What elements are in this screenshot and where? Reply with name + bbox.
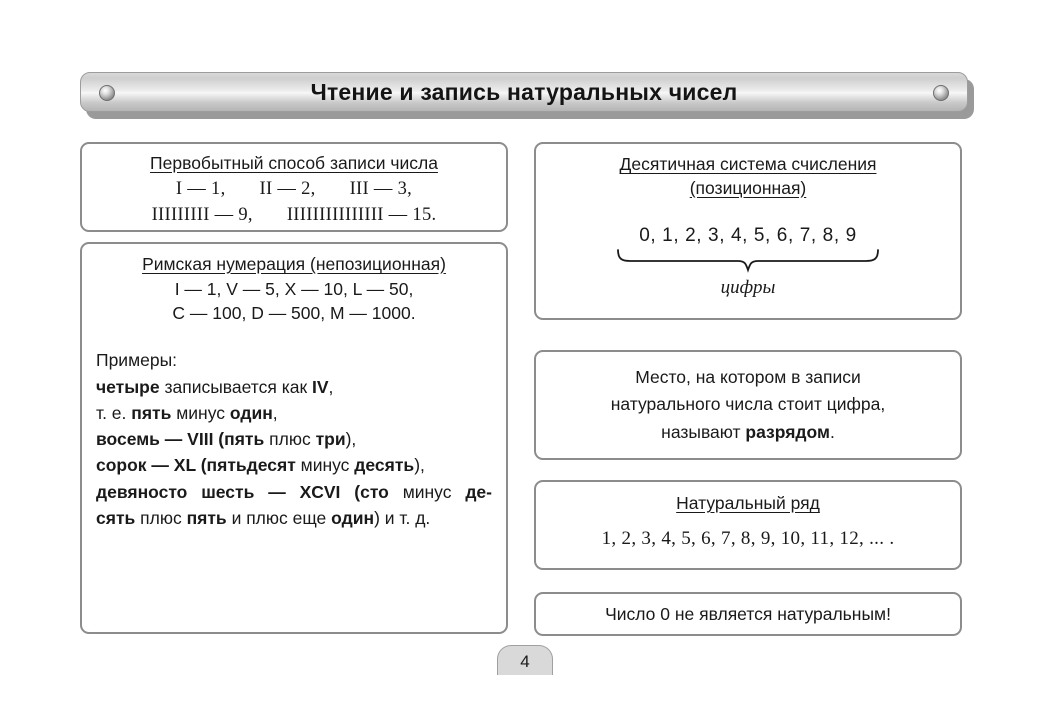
curly-brace-icon [614, 249, 882, 273]
decimal-digits-list: 0, 1, 2, 3, 4, 5, 6, 7, 8, 9 [639, 225, 857, 247]
digit-place-period: . [829, 421, 835, 442]
page-number-tab [497, 645, 553, 675]
ex4-paren-open: ( [195, 455, 207, 476]
digit-place-line-2: натурального числа стоит цифра, [610, 394, 886, 415]
roman-example-5 [96, 479, 492, 505]
decimal-system-box [534, 142, 962, 320]
ex4-word: сорок [96, 455, 147, 476]
ex1-punct: , [328, 376, 334, 397]
decimal-brace-label: цифры [720, 277, 776, 299]
page-number: 4 [520, 651, 530, 671]
ex6-word2: один [331, 507, 375, 528]
ex2-punct: , [272, 402, 278, 423]
roman-values-line-1: I — 1, V — 5, X — 10, L — 50, [174, 278, 414, 299]
ex4-numeral: XL [173, 455, 196, 476]
ex4-word2: десять [354, 455, 415, 476]
ex3-word2: три [315, 429, 346, 450]
zero-note-box [534, 592, 962, 636]
tally-fifteen: IIIIIIIIIIIIIII — 15. [286, 205, 437, 226]
ex3-dash: — [159, 429, 188, 450]
page-title: Чтение и запись натуральных чисел [310, 78, 738, 105]
ex4-dash: — [146, 455, 174, 476]
decimal-system-heading-line1: Десятичная система счисления [619, 154, 877, 174]
ex4-word1: пятьдесят [206, 455, 296, 476]
ex1-text: записывается как [159, 376, 312, 397]
digit-place-verb: называют [661, 421, 746, 442]
ex4-punct: ), [414, 455, 425, 476]
primitive-notation-box [80, 142, 508, 232]
ex2-word2: один [229, 402, 273, 423]
primitive-notation-heading: Первобытный способ записи числа [150, 153, 438, 173]
ex3-numeral: VIII [187, 429, 214, 450]
page-title-banner [80, 72, 968, 116]
zero-note-text: Число 0 не является натуральным! [605, 603, 891, 624]
natural-series-heading: Натуральный ряд [676, 493, 820, 513]
decimal-brace [548, 249, 948, 275]
ex1-word: четыре [96, 376, 160, 397]
ex3-word: восемь [96, 429, 160, 450]
roman-numerals-heading: Римская нумерация (непозиционная) [142, 254, 446, 274]
primitive-tally-line-2 [92, 202, 496, 229]
ex3-word1: пять [224, 429, 265, 450]
ex3-op: плюс [264, 429, 316, 450]
ex6-word-cont: сять [96, 507, 136, 528]
roman-example-1 [96, 374, 492, 400]
ex5-word1: сто [360, 481, 389, 502]
ex5-word2-hyphen: де- [465, 481, 492, 502]
digit-place-term: разрядом [745, 421, 830, 442]
ex5-numeral: XCVI [299, 481, 341, 502]
tally-nine: IIIIIIIII — 9, [151, 205, 253, 226]
roman-values-line-2: C — 100, D — 500, M — 1000. [172, 303, 416, 324]
roman-example-3 [96, 426, 492, 452]
natural-series-box [534, 480, 962, 570]
roman-example-2 [96, 400, 492, 426]
ex6-tail: ) и т. д. [374, 507, 431, 528]
banner-knob-left-icon [99, 85, 115, 101]
tally-one: I — 1, [175, 178, 226, 199]
digit-place-text [611, 364, 886, 445]
ex3-punct: ), [345, 429, 357, 450]
examples-label: Примеры: [96, 350, 178, 371]
roman-example-6 [96, 505, 492, 531]
ex5-dash: — [254, 481, 300, 502]
ex6-word1: пять [186, 507, 227, 528]
ex2-word1: пять [131, 402, 172, 423]
ex3-paren-open: ( [213, 429, 225, 450]
ex6-op1: плюс [135, 507, 187, 528]
ex5-paren-open: ( [340, 481, 361, 502]
digit-place-definition-box [534, 350, 962, 460]
decimal-system-heading-line2: (позиционная) [689, 177, 807, 198]
ex5-word: девяносто шесть [96, 481, 255, 502]
digit-place-line-3 [611, 419, 886, 446]
ex5-op: минус [388, 481, 466, 502]
ex1-numeral: IV [312, 376, 329, 397]
ex2-op: минус [171, 402, 230, 423]
tally-three: III — 3, [349, 178, 413, 199]
ex6-op2: и плюс еще [226, 507, 332, 528]
ex2-prefix: т. е. [96, 402, 132, 423]
tally-two: II — 2, [259, 178, 316, 199]
ex4-op: минус [295, 455, 355, 476]
roman-example-4 [96, 452, 492, 478]
digit-place-line-1: Место, на котором в записи [635, 367, 861, 388]
roman-numerals-box [80, 242, 508, 634]
banner-plate [80, 72, 968, 112]
natural-series-values: 1, 2, 3, 4, 5, 6, 7, 8, 9, 10, 11, 12, ... . [601, 527, 895, 549]
primitive-tally-line-1 [92, 176, 496, 203]
banner-knob-right-icon [933, 85, 949, 101]
